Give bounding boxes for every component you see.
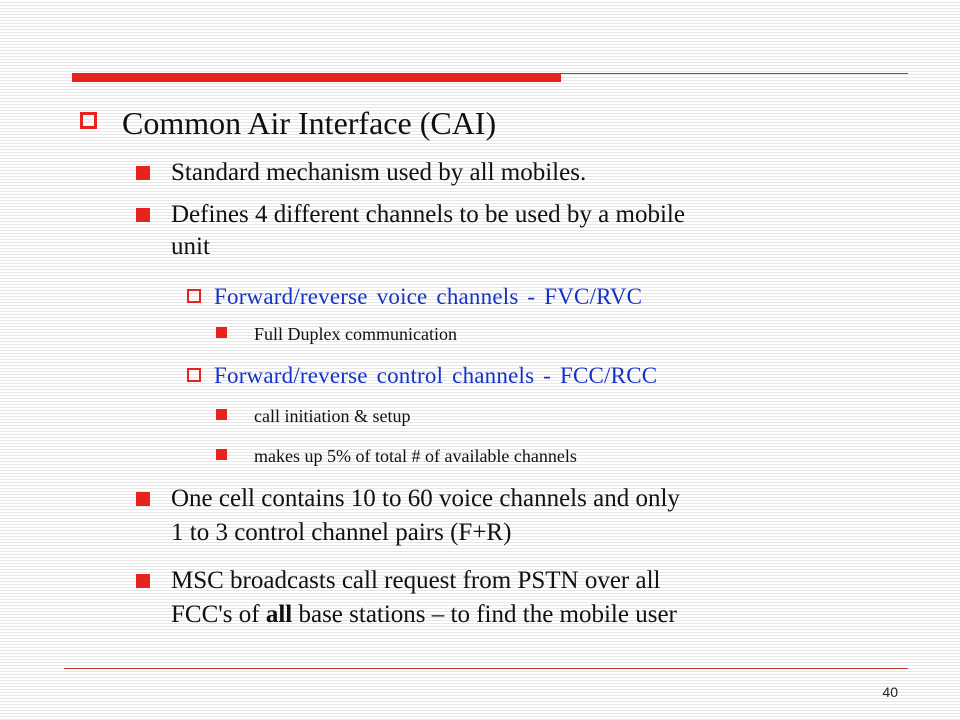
solid-square-icon	[136, 574, 150, 588]
item-call-initiation: call initiation & setup	[254, 406, 411, 426]
solid-square-icon	[216, 409, 227, 420]
sub-bullet-voice-channels: Forward/reverse voice channels - FVC/RVC	[214, 284, 643, 309]
hollow-square-icon	[80, 112, 97, 129]
msc-line2-suffix: base stations – to find the mobile user	[292, 601, 677, 628]
title-accent-bar	[72, 73, 561, 82]
bullet-defines-channels-line1: Defines 4 different channels to be used by a mobile	[171, 201, 685, 228]
bullet-one-cell-line1: One cell contains 10 to 60 voice channels and only	[171, 485, 680, 512]
item-five-percent: makes up 5% of total # of available channels	[254, 446, 577, 466]
bullet-defines-channels-line2: unit	[171, 233, 210, 260]
bottom-divider-line	[64, 668, 908, 669]
main-heading-bullet: Common Air Interface (CAI)	[122, 105, 497, 141]
msc-line2-prefix: FCC's of	[171, 601, 266, 628]
bullet-msc-broadcasts-line2	[171, 600, 677, 630]
sub-bullet-control-channels: Forward/reverse control channels - FCC/RCC	[214, 363, 658, 388]
hollow-square-icon	[187, 368, 201, 382]
solid-square-icon	[136, 208, 150, 222]
solid-square-icon	[136, 166, 150, 180]
solid-square-icon	[216, 449, 227, 460]
solid-square-icon	[136, 492, 150, 506]
bullet-msc-broadcasts-line1: MSC broadcasts call request from PSTN over all	[171, 567, 661, 594]
bullet-one-cell-line2: 1 to 3 control channel pairs (F+R)	[171, 519, 512, 546]
page-number: 40	[882, 684, 898, 700]
item-full-duplex: Full Duplex communication	[254, 324, 457, 344]
bullet-standard-mechanism: Standard mechanism used by all mobiles.	[171, 159, 587, 186]
emphasis-all: all	[265, 601, 293, 628]
top-divider-line	[561, 73, 908, 74]
solid-square-icon	[216, 327, 227, 338]
hollow-square-icon	[187, 289, 201, 303]
